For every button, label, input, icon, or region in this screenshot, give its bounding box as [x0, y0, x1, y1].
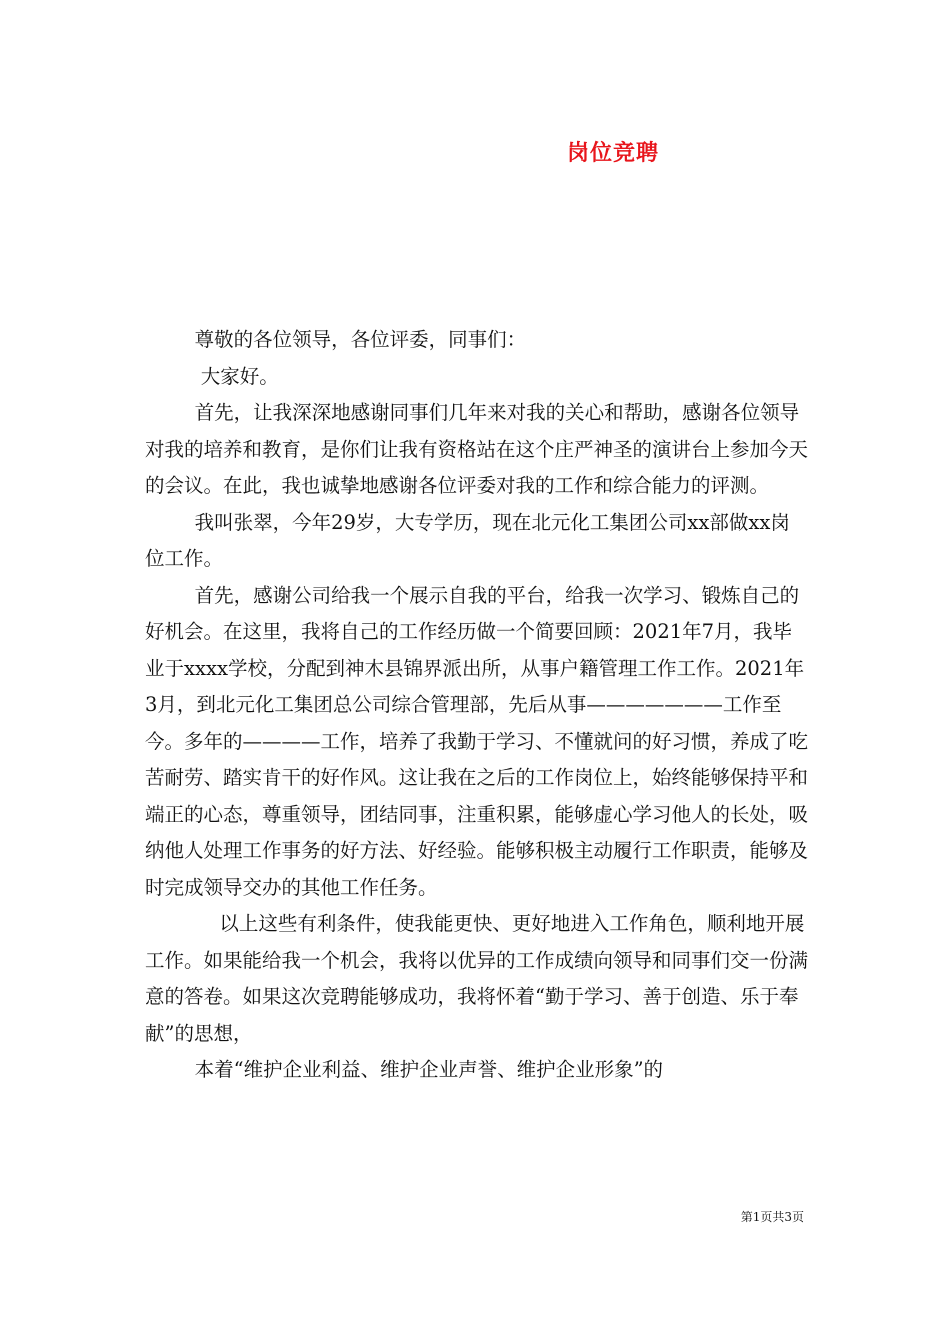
paragraph-thanks: 首先，让我深深地感谢同事们几年来对我的关心和帮助，感谢各位领导对我的培养和教育，是你们让我有资格站在这个庄严神圣的演讲台上参加今天的会议。在此，我也诚挚地感谢各位评委对我的工作和综合能力的评测。 — [145, 401, 809, 497]
paragraph-salutation: 尊敬的各位领导，各位评委，同事们： — [145, 328, 527, 351]
paragraph-commitment: 以上这些有利条件，使我能更快、更好地进入工作角色，顺利地开展工作。如果能给我一个机会，我将以优异的工作成绩向领导和同事们交一份满意的答卷。如果这次竞聘能够成功，我将怀着“勤于学习、善于创造、乐于奉献”的思想， — [145, 912, 809, 1045]
page-number-footer: 第1页共3页 — [740, 1210, 804, 1224]
document-title: 岗位竞聘 — [566, 140, 659, 166]
paragraph-continuation: 本着“维护企业利益、维护企业声誉、维护企业形象”的 — [145, 1058, 664, 1081]
paragraph-experience: 首先，感谢公司给我一个展示自我的平台，给我一次学习、锻炼自己的好机会。在这里，我将自己的工作经历做一个简要回顾：2021年7月，我毕业于xxxx学校，分配到神木县锦界派出所，从事户籍管理工作工作。2021年3月，到北元化工集团总公司综合管理部，先后从事———————工作至今。多年的————工作，培养了我勤于学习、不懂就问的好习惯，养成了吃苦耐劳、踏实肯干的好作风。这让我在之后的工作岗位上，始终能够保持平和端正的心态，尊重领导，团结同事，注重积累，能够虚心学习他人的长处，吸纳他人处理工作事务的好方法、好经验。能够积极主动履行工作职责，能够及时完成领导交办的其他工作任务。 — [145, 583, 809, 899]
paragraph-introduction: 我叫张翠，今年29岁，大专学历，现在北元化工集团公司xx部做xx岗位工作。 — [145, 510, 790, 570]
document-body — [145, 322, 809, 1089]
paragraph-greeting: 大家好。 — [145, 364, 279, 388]
